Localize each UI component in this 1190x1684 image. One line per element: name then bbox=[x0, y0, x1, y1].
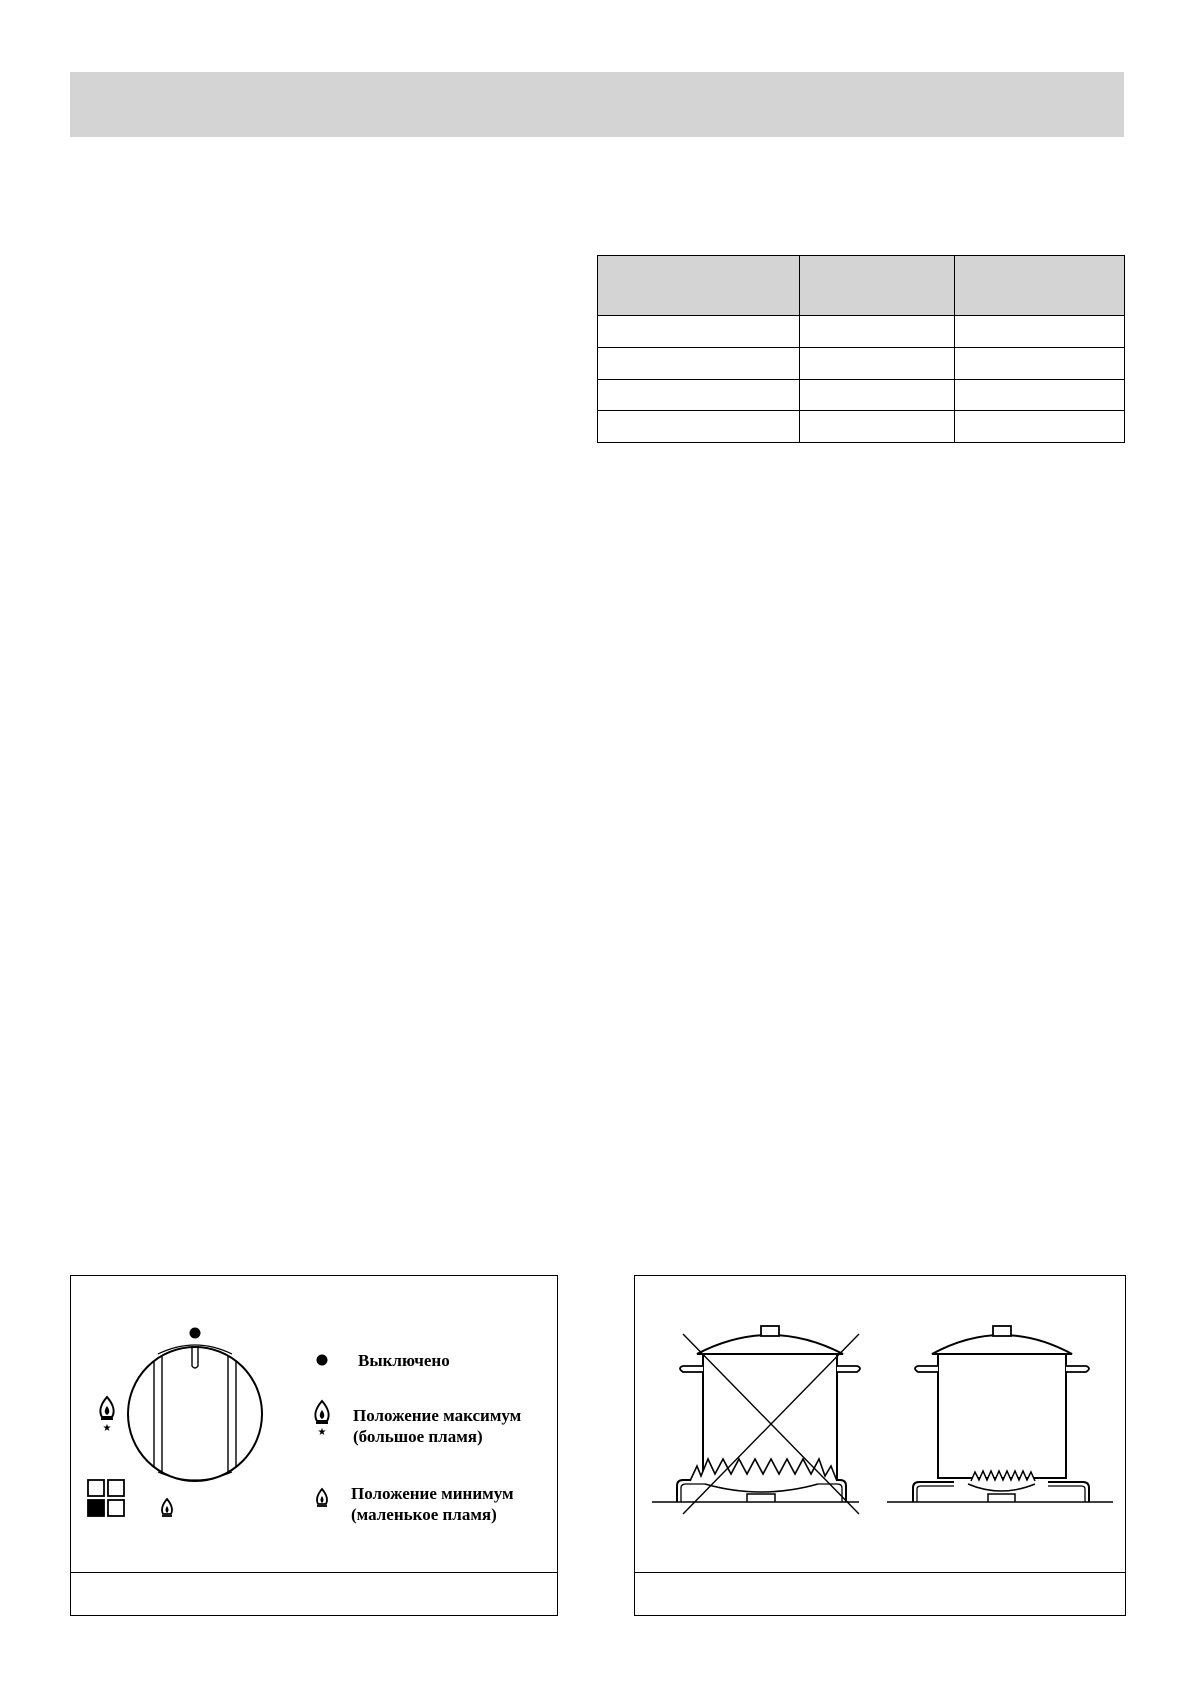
table-cell bbox=[800, 379, 955, 411]
table-row bbox=[598, 316, 1125, 348]
table-cell bbox=[598, 316, 800, 348]
legend-max-flame-icon bbox=[315, 1401, 328, 1438]
pot-diagram bbox=[635, 1276, 1125, 1572]
min-flame-icon bbox=[162, 1499, 172, 1516]
table-cell bbox=[955, 411, 1125, 443]
table-cell bbox=[955, 316, 1125, 348]
knob-figure bbox=[70, 1275, 558, 1616]
legend-max-label-line2: (большое пламя) bbox=[353, 1427, 483, 1446]
off-position-dot-icon bbox=[190, 1328, 201, 1339]
table-cell bbox=[800, 316, 955, 348]
table-row bbox=[598, 379, 1125, 411]
legend-min-label-line2: (маленькое пламя) bbox=[351, 1505, 497, 1524]
knob-figure-caption bbox=[71, 1572, 557, 1615]
knob-icon bbox=[128, 1345, 262, 1481]
table-header-row bbox=[598, 256, 1125, 316]
legend-min-label-line1: Положение минимум bbox=[351, 1484, 514, 1503]
legend-off-label: Выключено bbox=[358, 1351, 450, 1370]
table-cell bbox=[598, 347, 800, 379]
table-cell bbox=[955, 347, 1125, 379]
correct-pot-icon bbox=[913, 1326, 1089, 1502]
table-header-cell bbox=[800, 256, 955, 316]
table-cell bbox=[598, 379, 800, 411]
table-cell bbox=[955, 379, 1125, 411]
table-cell bbox=[800, 411, 955, 443]
legend-min-flame-icon bbox=[317, 1489, 327, 1506]
table-row bbox=[598, 411, 1125, 443]
incorrect-pot-icon bbox=[677, 1326, 860, 1514]
table-cell bbox=[800, 347, 955, 379]
table-header-cell bbox=[955, 256, 1125, 316]
pot-figure bbox=[634, 1275, 1126, 1616]
table-row bbox=[598, 347, 1125, 379]
table-cell bbox=[598, 411, 800, 443]
legend-off-dot-icon bbox=[317, 1355, 328, 1366]
max-flame-icon bbox=[100, 1397, 113, 1434]
section-header-bar bbox=[70, 72, 1124, 137]
table-header-cell bbox=[598, 256, 800, 316]
svg-text:★: ★ bbox=[102, 1423, 112, 1434]
burner-table bbox=[597, 255, 1125, 443]
legend-max-label-line1: Положение максимум bbox=[353, 1406, 522, 1425]
pot-figure-caption bbox=[635, 1572, 1125, 1615]
hob-zones-icon bbox=[88, 1480, 124, 1516]
svg-text:★: ★ bbox=[317, 1427, 327, 1438]
